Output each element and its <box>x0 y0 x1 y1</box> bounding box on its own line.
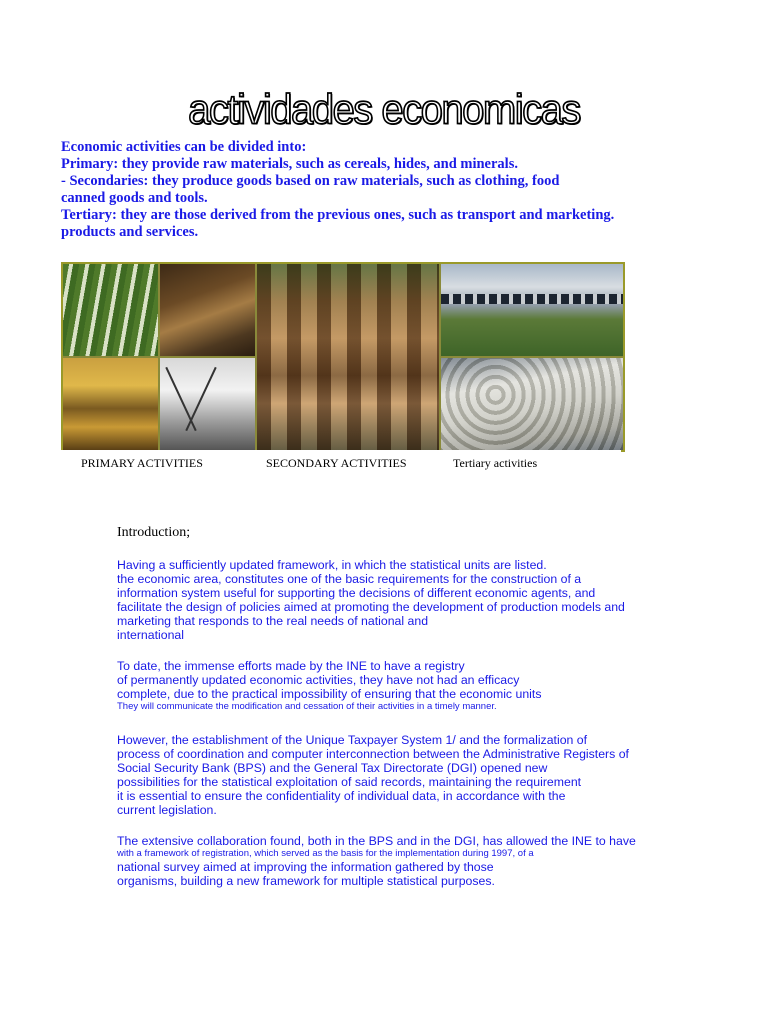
paragraph-line: international <box>117 628 184 642</box>
paragraph-line: However, the establishment of the Unique Taxpayer System 1/ and the formalization of <box>117 733 588 747</box>
section-heading: Introduction; <box>117 525 191 540</box>
paragraph-line: national survey aimed at improving the information gathered by those <box>117 860 494 874</box>
primary-activities-photos <box>63 264 255 450</box>
paragraph-line: facilitate the design of policies aimed at promoting the development of production models and <box>117 600 625 614</box>
intro-line: canned goods and tools. <box>61 190 208 206</box>
intro-line: Economic activities can be divided into: <box>61 139 307 155</box>
paragraph-line: possibilities for the statistical exploitation of said records, maintaining the requirement <box>117 775 582 789</box>
paragraph-1 <box>117 558 677 642</box>
logging-photo <box>160 264 255 356</box>
intro-summary <box>61 139 681 241</box>
crop-field-photo <box>63 264 158 356</box>
tertiary-activities-photos <box>441 264 623 450</box>
caption-secondary: SECONDARY ACTIVITIES <box>266 456 407 470</box>
paragraph-2 <box>117 659 677 713</box>
train-photo <box>441 264 623 356</box>
caption-primary: PRIMARY ACTIVITIES <box>81 456 203 470</box>
intro-line: Primary: they provide raw materials, such as cereals, hides, and minerals. <box>61 156 518 172</box>
paragraph-line: organisms, building a new framework for multiple statistical purposes. <box>117 874 495 888</box>
paragraph-line: marketing that responds to the real needs of national and <box>117 614 429 628</box>
intro-line: - Secondaries: they produce goods based on raw materials, such as clothing, food <box>61 173 560 189</box>
caption-tertiary: Tertiary activities <box>453 456 538 470</box>
image-captions <box>61 450 621 472</box>
secondary-activities-photos <box>257 264 439 450</box>
paragraph-line: Having a sufficiently updated framework, in which the statistical units are listed. <box>117 558 547 572</box>
mining-machinery-photo <box>63 358 158 450</box>
paragraph-line: They will communicate the modification and cessation of their activities in a timely manner. <box>117 701 497 712</box>
mining-tower-photo <box>160 358 255 450</box>
paragraph-line: of permanently updated economic activities, they have not had an efficacy <box>117 673 520 687</box>
cargo-sacks-photo <box>441 358 623 450</box>
intro-line: Tertiary: they are those derived from the previous ones, such as transport and marketing. <box>61 207 615 223</box>
paragraph-line: current legislation. <box>117 803 217 817</box>
intro-line: products and services. <box>61 224 199 240</box>
paragraph-line: with a framework of registration, which served as the basis for the implementation during 1997, of a <box>117 848 534 859</box>
paragraph-line: The extensive collaboration found, both in the BPS and in the DGI, has allowed the INE to have <box>117 834 636 848</box>
paragraph-line: the economic area, constitutes one of the basic requirements for the construction of a <box>117 572 582 586</box>
paragraph-line: process of coordination and computer interconnection between the Administrative Registers of <box>117 747 629 761</box>
page-title: actividades economicas <box>188 86 580 134</box>
activities-image-collage <box>61 262 625 452</box>
paragraph-line: it is essential to ensure the confidentiality of individual data, in accordance with the <box>117 789 566 803</box>
paragraph-line: complete, due to the practical impossibility of ensuring that the economic units <box>117 687 542 701</box>
paragraph-4 <box>117 834 677 888</box>
paragraph-line: information system useful for supporting the decisions of different economic agents, and <box>117 586 596 600</box>
paragraph-line: To date, the immense efforts made by the INE to have a registry <box>117 659 465 673</box>
paragraph-3 <box>117 733 677 817</box>
paragraph-line: Social Security Bank (BPS) and the General Tax Directorate (DGI) opened new <box>117 761 548 775</box>
hide-factory-photo <box>257 264 439 450</box>
